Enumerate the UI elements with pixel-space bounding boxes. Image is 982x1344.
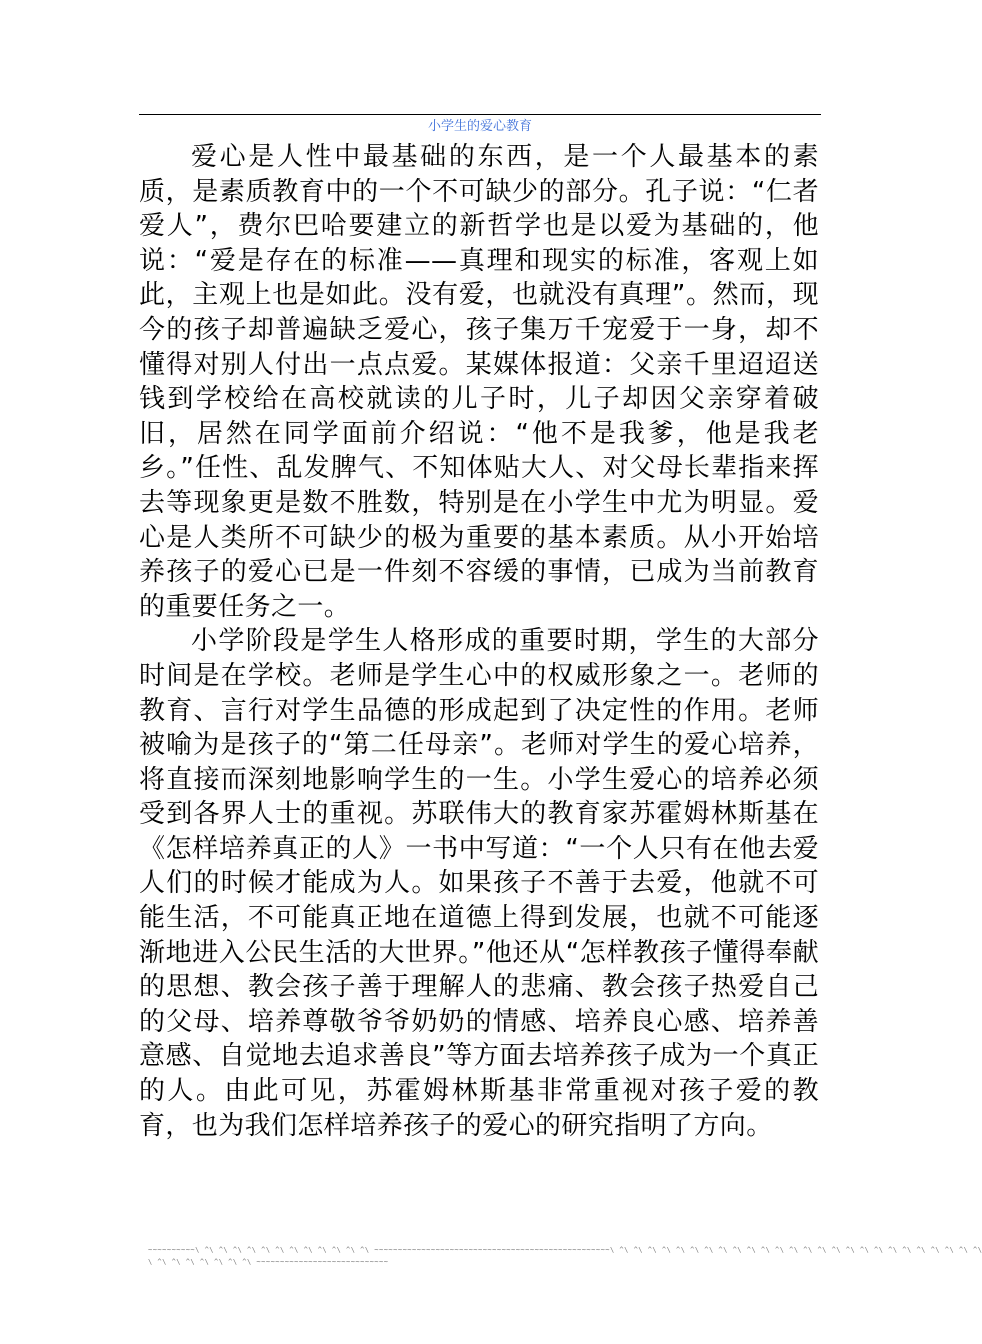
- footer-noise-line-2: \ ^\ ^\ ^\ ^\ ^\ ^\ ^\ ~~~~~~~~~~~~~~~~~~~~~~~~~~~~: [148, 1258, 389, 1266]
- footer-noise: [148, 1244, 982, 1268]
- document-header-title: 小学生的爱心教育: [427, 119, 532, 134]
- document-body: [139, 140, 819, 1143]
- header-rule: [139, 114, 821, 115]
- footer-noise-line-1: ~~~~~~~~~~\ ^\ ^\ ^\ ^\ ^\ ^\ ^\ ^\ ^\ ^\ ^\ ^\ ~~~~~~~~~~~~~~~~~~~~~~~~~~~~~~~~~~~~~~~~~~~~~~~~~~\ ^\ ^\ ^\ ^\ ^\ ^\ ^\ ^\ ^\ ^\ ^\ ^\ ^\ ^\ ^\ ^\ ^\ ^\ ^\ ^\ ^\ ^\ ^\ ^\ ^\ ^\: [148, 1246, 982, 1254]
- body-paragraph-1: 爱心是人性中最基础的东西，是一个人最基本的素质，是素质教育中的一个不可缺少的部分。孔子说：“仁者爱人”，费尔巴哈要建立的新哲学也是以爱为基础的，他说：“爱是存在的标准——真理和现实的标准，客观上如此，主观上也是如此。没有爱，也就没有真理”。然而，现今的孩子却普遍缺乏爱心，孩子集万千宠爱于一身，却不懂得对别人付出一点点爱。某媒体报道：父亲千里迢迢送钱到学校给在高校就读的儿子时，儿子却因父亲穿着破旧，居然在同学面前介绍说：“他不是我爹，他是我老乡。”任性、乱发脾气、不知体贴大人、对父母长辈指来挥去等现象更是数不胜数，特别是在小学生中尤为明显。爱心是人类所不可缺少的极为重要的基本素质。从小开始培养孩子的爱心已是一件刻不容缓的事情，已成为当前教育的重要任务之一。: [139, 142, 819, 622]
- body-paragraph-2: 小学阶段是学生人格形成的重要时期，学生的大部分时间是在学校。老师是学生心中的权威形象之一。老师的教育、言行对学生品德的形成起到了决定性的作用。老师被喻为是孩子的“第二任母亲”。老师对学生的爱心培养，将直接而深刻地影响学生的一生。小学生爱心的培养必须受到各界人士的重视。苏联伟大的教育家苏霍姆林斯基在《怎样培养真正的人》一书中写道：“一个人只有在他去爱人们的时候才能成为人。如果孩子不善于去爱，他就不可能生活，不可能真正地在道德上得到发展，也就不可能逐渐地进入公民生活的大世界。”他还从“怎样教孩子懂得奉献的思想、教会孩子善于理解人的悲痛、教会孩子热爱自己的父母、培养尊敬爷爷奶奶的情感、培养良心感、培养善意感、自觉地去追求善良”等方面去培养孩子成为一个真正的人。由此可见，苏霍姆林斯基非常重视对孩子爱的教育，也为我们怎样培养孩子的爱心的研究指明了方向。: [139, 626, 819, 1141]
